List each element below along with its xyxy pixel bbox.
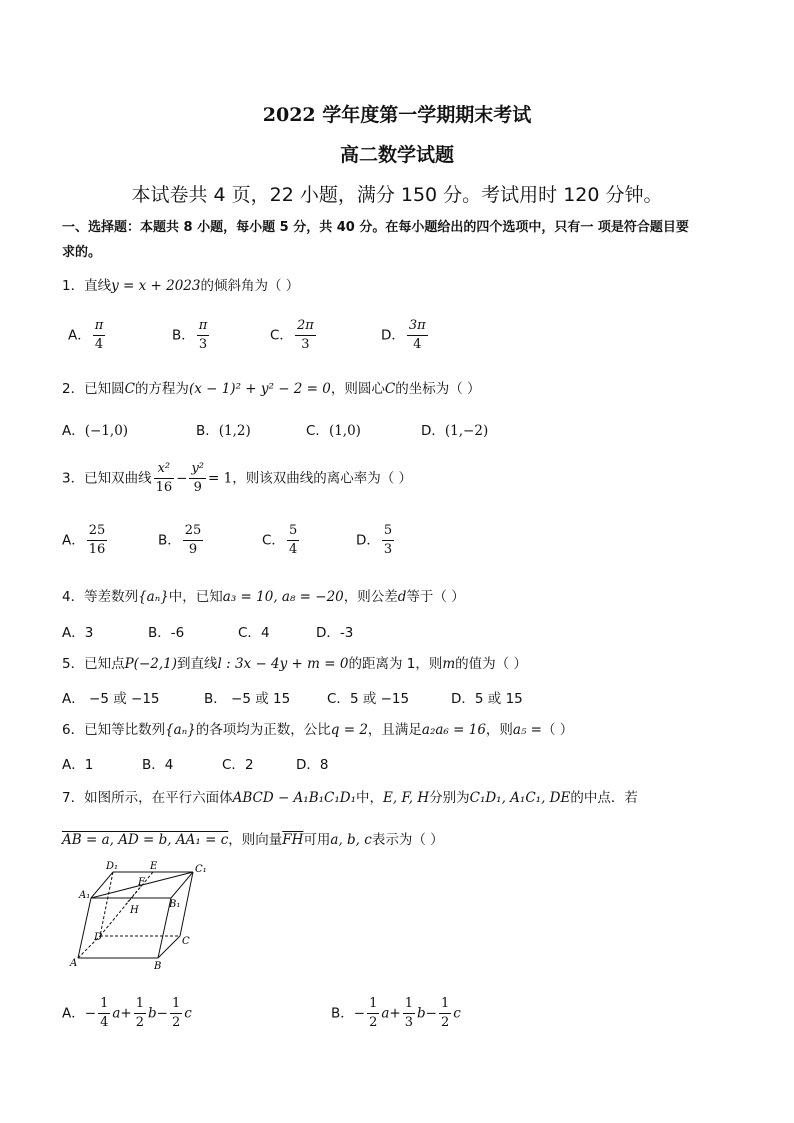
- label-C1: C₁: [195, 864, 207, 875]
- q4-option-d[interactable]: D．-3: [316, 625, 354, 641]
- question-1: [62, 274, 299, 294]
- q1-option-d[interactable]: [381, 317, 430, 354]
- question-7-line1: 7．如图所示，在平行六面体ABCD − A₁B₁C₁D₁中，E, F, H分别为C₁D₁, A₁C₁, DE的中点．若: [62, 790, 638, 806]
- q4-option-c[interactable]: C．4: [238, 625, 270, 641]
- q4-option-b[interactable]: B．-6: [148, 625, 185, 641]
- q5-option-c[interactable]: C．5 或 −15: [327, 691, 410, 707]
- q7-option-b[interactable]: B．− $\frac{1}{2}$ a+ $\frac{1}{3}$ b− $\frac{1}{2}$ c: [331, 996, 461, 1030]
- q6-option-b[interactable]: B．4: [142, 757, 174, 773]
- q1-expr: y = x + 2023: [111, 278, 201, 294]
- option-fraction: $\frac{\pi}{3}$: [198, 318, 208, 352]
- exam-intro: 本试卷共 4 页，22 小题，满分 150 分。考试用时 120 分钟。: [131, 184, 663, 206]
- question-2: 2．已知圆C的方程为(x − 1)² + y² − 2 = 0，则圆心C的坐标为（ ）: [62, 381, 481, 397]
- label-D: D: [94, 932, 103, 943]
- parallelepiped-figure: [68, 858, 218, 978]
- option-label: A．: [68, 327, 91, 344]
- question-7-line2: AB = a, AD = b, AA₁ = c，则向量$\overline{FH}$可用a, b, c表示为（ ）: [62, 832, 444, 848]
- question-5: 5．已知点P(−2,1)到直线l : 3x − 4y + m = 0的距离为 1，则m的值为（ ）: [62, 656, 527, 672]
- q3-fraction-x: $\frac{\text{x²}}{16}$: [155, 461, 173, 495]
- q1-option-b[interactable]: [172, 317, 211, 354]
- label-H: H: [130, 905, 139, 916]
- label-B1: B₁: [169, 899, 181, 910]
- q2-expr: (x − 1)² + y² − 2 = 0: [188, 381, 331, 397]
- q2-option-c[interactable]: C．(1,0): [306, 423, 361, 439]
- q3-option-d[interactable]: D． $\frac{5}{3}$: [356, 523, 393, 557]
- option-fraction: $\frac{\pi}{4}$: [94, 318, 104, 352]
- q3-fraction-y: $\frac{\text{y²}}{9}$: [191, 461, 205, 495]
- label-B: B: [154, 961, 162, 972]
- option-fraction: $\frac{3\pi}{4}$: [408, 318, 426, 352]
- exam-title: 2022 学年度第一学期期末考试: [262, 104, 532, 126]
- q2-option-a[interactable]: A．(−1,0): [62, 423, 129, 439]
- q5-option-b[interactable]: B． −5 或 15: [204, 691, 291, 707]
- q1-option-c[interactable]: [270, 317, 318, 354]
- label-D1: D₁: [106, 861, 119, 872]
- q7-option-a[interactable]: A．− $\frac{1}{4}$ a+ $\frac{1}{2}$ b− $\frac{1}{2}$ c: [62, 996, 192, 1030]
- section-instructions-line2: 求的。: [62, 245, 102, 260]
- label-E: E: [150, 861, 158, 872]
- q6-option-d[interactable]: D．8: [296, 757, 329, 773]
- q1-suffix: 的倾斜角为（ ）: [200, 278, 300, 294]
- q3-option-a[interactable]: A． $\frac{25}{16}$: [62, 523, 106, 557]
- q1-option-a[interactable]: [68, 317, 107, 354]
- q2-option-d[interactable]: D．(1,−2): [421, 423, 489, 439]
- label-A1: A₁: [79, 890, 91, 901]
- q5-option-d[interactable]: D．5 或 15: [451, 691, 523, 707]
- q4-option-a[interactable]: A．3: [62, 625, 94, 641]
- q6-option-c[interactable]: C．2: [222, 757, 254, 773]
- option-fraction: $\frac{2\pi}{3}$: [296, 318, 314, 352]
- q1-prefix: 1．直线: [62, 278, 112, 294]
- q3-option-b[interactable]: B． $\frac{25}{9}$: [158, 523, 202, 557]
- section-instructions-line1: 一、选择题：本题共 8 小题，每小题 5 分，共 40 分。在每小题给出的四个选项中，只有一 项是符合题目要: [62, 220, 689, 235]
- label-C: C: [182, 936, 190, 947]
- option-label: C．: [270, 327, 293, 344]
- label-A: A: [70, 958, 78, 969]
- question-3: 3．已知双曲线 $\frac{\text{x²}}{16}$ − $\frac{\text{y²}}{9}$ = 1，则该双曲线的离心率为（ ）: [62, 461, 413, 495]
- q6-option-a[interactable]: A．1: [62, 757, 94, 773]
- q3-option-c[interactable]: C． $\frac{5}{4}$: [262, 523, 298, 557]
- label-F: F: [138, 877, 145, 888]
- option-label: D．: [381, 327, 405, 344]
- q2-option-b[interactable]: B．(1,2): [196, 423, 251, 439]
- option-label: B．: [172, 327, 195, 344]
- q5-option-a[interactable]: A． −5 或 −15: [62, 691, 160, 707]
- question-4: 4．等差数列{aₙ}中，已知a₃ = 10, a₈ = −20，则公差d等于（ ）: [62, 589, 465, 605]
- exam-subtitle: 高二数学试题: [339, 144, 454, 166]
- question-6: 6．已知等比数列{aₙ}的各项均为正数，公比q = 2，且满足a₂a₆ = 16，则a₅ =（ ）: [62, 722, 574, 738]
